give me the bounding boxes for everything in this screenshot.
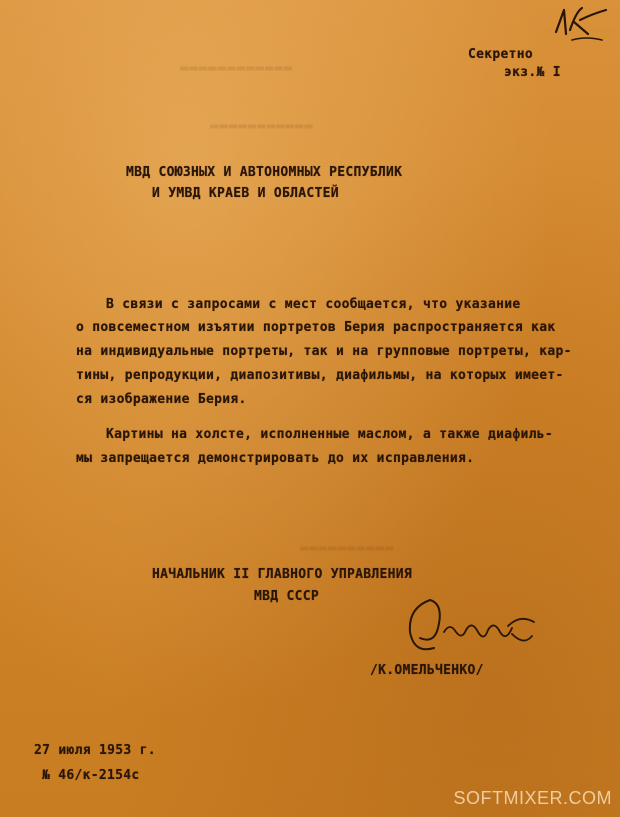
site-watermark: SOFTMIXER.COM <box>453 788 612 808</box>
signatory-title-line-2: МВД СССР <box>254 589 320 604</box>
document-number: № 46/к-2154с <box>42 768 140 783</box>
bleed-through-text: ▬▬▬▬▬▬▬▬▬▬ <box>300 540 395 556</box>
body-line: на индивидуальные портреты, так и на групповые портреты, кар- <box>76 344 572 359</box>
secrecy-label: Секретно <box>468 47 534 62</box>
bleed-through-text: ▬▬▬▬▬▬▬▬▬▬▬ <box>210 118 314 134</box>
body-line: Картины на холсте, исполненные маслом, а также диафиль- <box>106 427 553 442</box>
body-line: тины, репродукции, диапозитивы, диафильмы, на которых имеет- <box>76 368 564 383</box>
addressee-line-2: И УМВД КРАЕВ И ОБЛАСТЕЙ <box>152 186 339 201</box>
signatory-title-line-1: НАЧАЛЬНИК II ГЛАВНОГО УПРАВЛЕНИЯ <box>152 567 413 582</box>
body-line: мы запрещается демонстрировать до их исправления. <box>76 451 475 466</box>
signature-graphic <box>400 592 540 662</box>
addressee-line-1: МВД СОЮЗНЫХ И АВТОНОМНЫХ РЕСПУБЛИК <box>126 165 403 180</box>
corner-handwritten-mark <box>552 4 612 44</box>
body-line: ся изображение Берия. <box>76 392 247 407</box>
signatory-name: /К.ОМЕЛЬЧЕНКО/ <box>370 663 484 678</box>
copy-number: экз.№ I <box>504 65 561 80</box>
body-line: о повсеместном изъятии портретов Берия распространяется как <box>76 320 556 335</box>
document-date: 27 июля 1953 г. <box>34 743 156 758</box>
bleed-through-text: ▬▬▬▬▬▬▬▬▬▬▬▬ <box>180 60 294 76</box>
body-line: В связи с запросами с мест сообщается, что указание <box>106 297 521 312</box>
